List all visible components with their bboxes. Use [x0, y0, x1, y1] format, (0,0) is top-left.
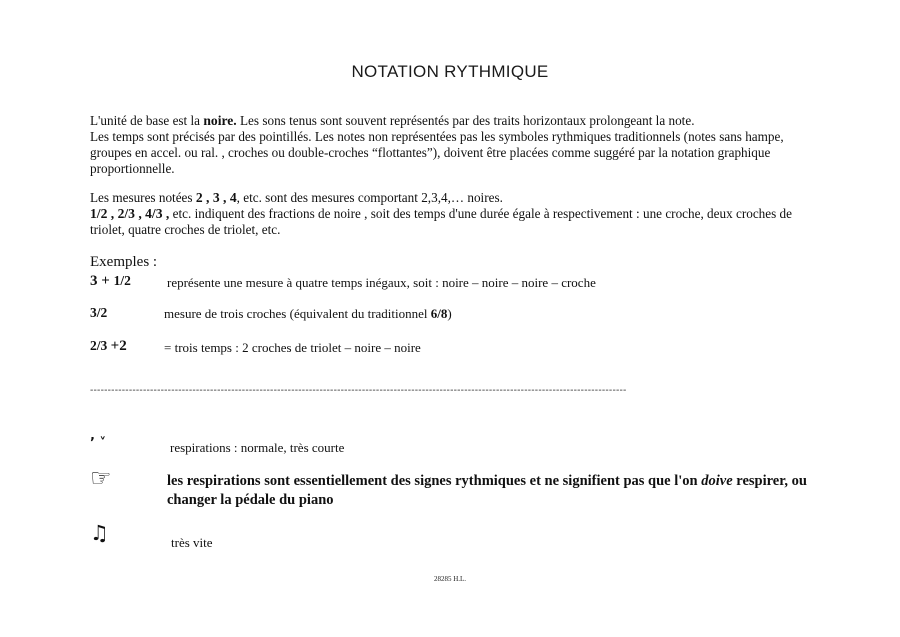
breathing-note-end: respirer, ou changer la pédale du piano [167, 473, 807, 508]
example-label-2-main: 3/2 [90, 305, 108, 320]
dashed-divider: -------------------------------------------------------------------------------------------------------------------------------------------------------- [90, 385, 627, 396]
example-desc-2-end: ) [447, 306, 452, 321]
examples-heading: Exemples : [90, 254, 158, 270]
example-label-3 [90, 338, 127, 355]
mesures-line-2 [90, 206, 820, 238]
mesures-line-1 [90, 190, 820, 206]
breathing-note [167, 472, 827, 510]
intro-line-2: Les temps sont précisés par des pointillés. Les notes non représentées pas les symboles rythmiques traditionnels (notes sans hampe, groupes en accel. ou ral. , croches ou double-croches “flottantes”), doivent être placées comme suggéré par la notation graphique proportionnelle. [90, 129, 784, 176]
example-desc-2 [164, 306, 452, 322]
beamed-notes-icon: ♫ [90, 521, 109, 545]
breath-marks-icon: ’ ˅ [90, 436, 106, 451]
mesures-bold-fractions: 1/2 , 2/3 , 4/3 , [90, 206, 170, 221]
mesures-bold-numbers: 2 , 3 , 4 [195, 190, 237, 205]
page-title: NOTATION RYTHMIQUE [351, 62, 549, 81]
intro-paragraph [90, 113, 820, 177]
intro-line-1 [90, 113, 820, 129]
fast-desc: très vite [171, 535, 213, 550]
example-label-2 [90, 305, 107, 321]
pointing-hand-icon: ☞ [90, 464, 112, 492]
intro-text-continued: Les sons tenus sont souvent représentés par des traits horizontaux prolongeant la note. [236, 113, 695, 128]
mesures-text-continued: , etc. sont des mesures comportant 2,3,4,… noires. [236, 190, 503, 205]
mesures-fractions-text: etc. indiquent des fractions de noire , soit des temps d'une durée égale à respectivement : une croche, deux croches de triolet, quatre croches de triolet, etc. [90, 206, 792, 237]
example-label-3-plus: +2 [110, 338, 127, 354]
example-label-1-fraction: 1/2 [113, 273, 131, 288]
breathing-note-text: les respirations sont essentiellement des signes rythmiques et ne signifient pas que l'on [167, 473, 702, 489]
intro-bold-noire: noire. [203, 113, 237, 128]
breathing-note-emphasis: doive [701, 473, 733, 489]
example-desc-1: représente une mesure à quatre temps inégaux, soit : noire – noire – noire – croche [167, 275, 596, 290]
example-label-3-main: 2/3 [90, 338, 111, 353]
example-desc-2-text: mesure de trois croches (équivalent du traditionnel [164, 306, 431, 321]
intro-text: L'unité de base est la [90, 113, 204, 128]
example-desc-2-bold: 6/8 [430, 306, 448, 321]
page-footer: 28285 H.L. [433, 575, 467, 583]
breath-marks-desc: respirations : normale, très courte [170, 440, 345, 455]
mesures-paragraph [90, 190, 820, 238]
mesures-text: Les mesures notées [90, 190, 196, 205]
example-desc-3: = trois temps : 2 croches de triolet – noire – noire [164, 340, 421, 355]
example-label-1-main: 3 + [90, 273, 114, 289]
example-label-1 [90, 273, 131, 290]
